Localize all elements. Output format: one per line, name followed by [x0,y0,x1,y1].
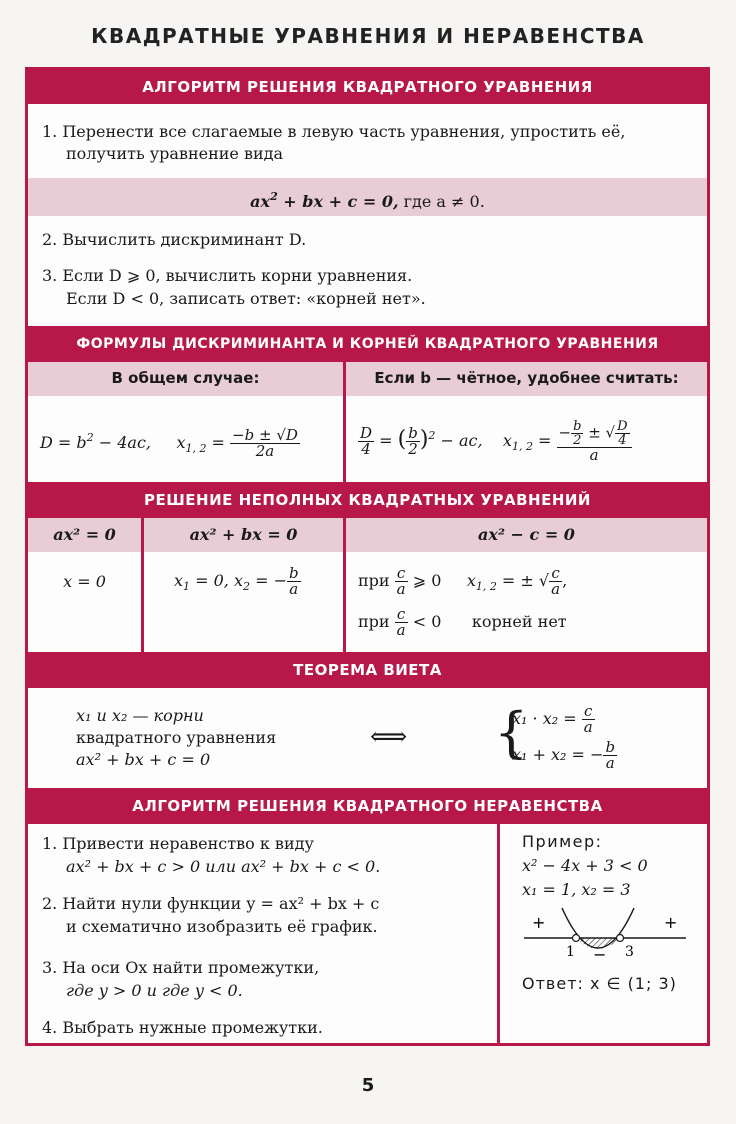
section-heading-incomplete: РЕШЕНИЕ НЕПОЛНЫХ КВАДРАТНЫХ УРАВНЕНИЙ [28,482,707,518]
col-ax2-0: ax² = 0 [53,525,116,544]
ineq-step-2-line-2: и схематично изобразить её график. [66,917,378,936]
ineq-step-3-line-1: 3. На оси Ox найти промежутки, [42,958,320,977]
section-heading-equation-algorithm: АЛГОРИТМ РЕШЕНИЯ КВАДРАТНОГО УРАВНЕНИЯ [28,70,707,104]
root-point-3 [617,935,624,942]
solution-bx: $x_1 = 0$, $x_2$ = − $\frac{b}{a}$ [174,564,299,598]
minus-sign: − [593,945,607,964]
column-divider [497,824,500,1046]
plus-sign-right: + [664,913,678,932]
discriminant-formula: $D = b^2 - 4ac$, $x_{1, 2}$ = $\frac{-b \pm √D}{2a}$ [40,426,298,460]
ineq-step-1-line-1: 1. Привести неравенство к виду [42,834,314,853]
section-heading-inequality: АЛГОРИТМ РЕШЕНИЯ КВАДРАТНОГО НЕРАВЕНСТВА [28,788,707,824]
ineq-step-2-line-1: 2. Найти нули функции y = ax² + bx + c [42,894,380,913]
page-number: 5 [361,1075,375,1096]
col-ax2-bx-0: ax² + bx = 0 [189,525,298,544]
step-3-line-1: 3. Если D ⩾ 0, вычислить корни уравнения. [42,266,413,285]
col-even-b: Если b — чётное, удобнее считать: [374,369,679,387]
tick-label-1: 1 [566,944,575,960]
example-roots: x₁ = 1, x₂ = 3 [522,880,631,899]
col-ax2-c-0: ax² − c = 0 [478,525,575,544]
step-2: 2. Вычислить дискриминант D. [42,230,307,249]
parabola-sketch [518,902,698,964]
system-brace: { [494,701,529,764]
solution-c-positive: при $\frac{c}{a}$ ⩾ 0 $x_{1, 2}$ = ± √ $\frac{c}{a}$ , [358,564,568,598]
root-point-1 [573,935,580,942]
equivalence-arrow-icon: ⟺ [370,722,408,752]
page-title: КВАДРАТНЫЕ УРАВНЕНИЯ И НЕРАВЕНСТВА [91,24,645,48]
vieta-line-2: квадратного уравнения [76,728,277,747]
vieta-sum: x₁ + x₂ = − $\frac{b}{a}$ [512,738,616,772]
vieta-product: x₁ · x₂ = $\frac{c}{a}$ [512,702,593,736]
solution-x-0: x = 0 [63,572,106,591]
reference-sheet [25,67,710,1046]
example-answer: Ответ: x ∈ (1; 3) [522,974,677,993]
section-heading-vieta: ТЕОРЕМА ВИЕТА [28,652,707,688]
col-general-case: В общем случае: [111,369,260,387]
solution-c-negative: при $\frac{c}{a}$ < 0 корней нет [358,605,567,639]
general-equation: $ax^2$ + bx + c = 0, где a ≠ 0. [250,190,485,211]
example-inequality: x² − 4x + 3 < 0 [522,856,648,875]
plus-sign-left: + [532,913,546,932]
step-3-line-2: Если D < 0, записать ответ: «корней нет». [66,289,426,308]
ineq-step-3-line-2: где y > 0 и где y < 0. [66,981,243,1000]
even-b-formula: $\frac{D}{4}$ = ( $\frac{b}{2}$ )$^2$ − ac, $x_{1, 2}$ = − $\frac{b}{2}$ ± √ $\frac{D}{4}$ a [358,420,632,463]
step-1-line-1: 1. Перенести все слагаемые в левую часть уравнения, упростить её, [42,122,626,141]
vieta-line-1: x₁ и x₂ — корни [76,706,204,725]
example-label: Пример: [522,832,603,851]
section-heading-discriminant: ФОРМУЛЫ ДИСКРИМИНАНТА И КОРНЕЙ КВАДРАТНОГО УРАВНЕНИЯ [28,326,707,362]
ineq-step-4: 4. Выбрать нужные промежутки. [42,1018,323,1037]
vieta-line-3: ax² + bx + c = 0 [76,750,211,769]
ineq-step-1-line-2: ax² + bx + c > 0 или ax² + bx + c < 0. [66,857,381,876]
tick-label-3: 3 [625,944,634,960]
step-1-line-2: получить уравнение вида [66,144,284,163]
